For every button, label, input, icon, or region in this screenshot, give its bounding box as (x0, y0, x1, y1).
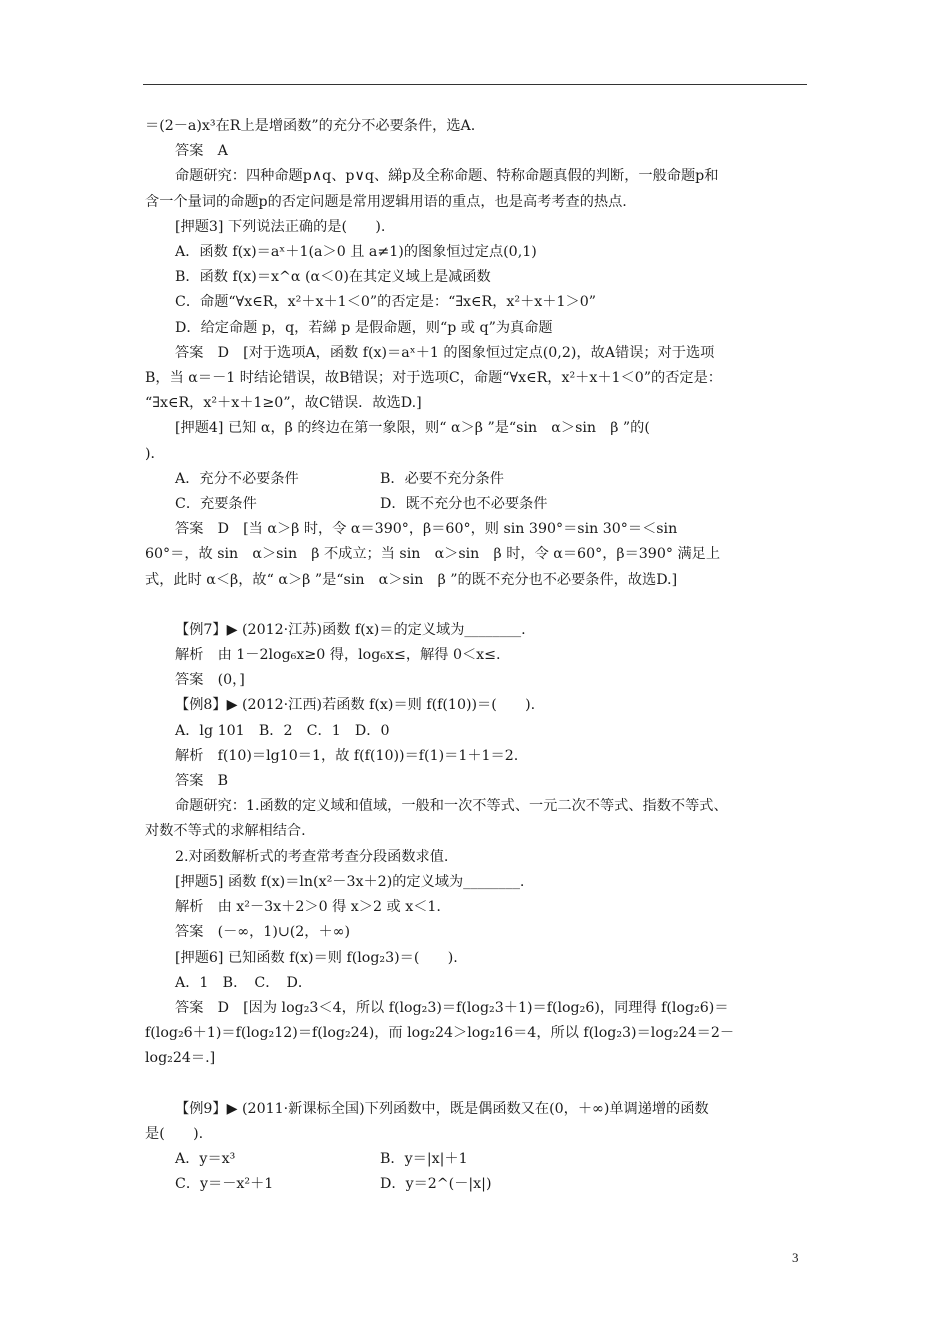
text-line: )． (145, 445, 165, 462)
text-line: [押题5] 函数 f(x)＝ln(x²－3x＋2)的定义域为________. (175, 873, 525, 890)
choice-option: D．y＝2^(－|x|) (380, 1176, 492, 1193)
text-line: B．函数 f(x)＝x^α (α＜0)在其定义域上是减函数 (175, 269, 491, 286)
text-line: 解析 由 x²－3x＋2＞0 得 x＞2 或 x＜1. (175, 899, 441, 916)
text-line: A．lg 101 B．2 C．1 D．0 (175, 722, 390, 739)
text-line: 对数不等式的求解相结合. (145, 823, 306, 840)
choice-option: C．充要条件 (175, 496, 257, 513)
text-line: ＝(2－a)x³在R上是增函数”的充分不必要条件，选A. (145, 118, 476, 134)
text-line (145, 492, 807, 517)
text-line: 解析 f(10)＝lg10＝1，故 f(f(10))＝f(1)＝1＋1＝2. (175, 747, 519, 764)
text-line: 答案 D [对于选项A，函数 f(x)＝aˣ＋1 的图象恒过定点(0,2)，故A错误；对于选项 (175, 344, 715, 361)
text-line: log₂24＝.] (145, 1050, 216, 1067)
text-line: B，当 α＝－1 时结论错误，故B错误；对于选项C，命题“∀x∈R，x²＋x＋1＜0”的否定是： (145, 370, 722, 387)
choice-option: D．既不充分也不必要条件 (380, 496, 548, 513)
text-line: 2.对函数解析式的考查常考查分段函数求值. (175, 848, 449, 865)
page-number: 3 (792, 1250, 799, 1265)
text-line: C．命题“∀x∈R，x²＋x＋1＜0”的否定是：“∃x∈R，x²＋x＋1＞0” (175, 294, 596, 311)
text-line: 含一个量词的命题p的否定问题是常用逻辑用语的重点，也是高考考查的热点. (145, 193, 627, 210)
choice-option: A．y＝x³ (175, 1150, 236, 1167)
text-line: 是( ). (145, 1125, 204, 1142)
text-line: 【例9】▶ (2011·新课标全国)下列函数中，既是偶函数又在(0，＋∞)单调递增的函数 (175, 1100, 709, 1117)
text-line: 解析 由 1－2log₆x≥0 得，log₆x≤，解得 0＜x≤. (175, 647, 501, 664)
text-line: [押题3] 下列说法正确的是( ). (175, 218, 386, 235)
text-line: 答案 D [当 α＞β 时，令 α＝390°，β＝60°，则 sin 390°＝sin 30°＝＜sin (175, 521, 678, 538)
choice-option: B．必要不充分条件 (380, 470, 504, 487)
text-line: 【例7】▶ (2012·江苏)函数 f(x)＝的定义域为________. (175, 621, 526, 638)
paragraph-gap (145, 1072, 807, 1097)
text-line: 答案 (0，] (175, 672, 245, 689)
text-line: 答案 B (175, 773, 228, 790)
choice-option: B．y＝|x|＋1 (380, 1150, 468, 1167)
text-line (145, 467, 807, 492)
text-line: 60°＝，故 sin α＞sin β 不成立；当 sin α＞sin β 时，令 α＝60°，β＝390° 满足上 (145, 546, 721, 563)
text-line: f(log₂6＋1)＝f(log₂12)＝f(log₂24)，而 log₂24＞log₂16＝4，所以 f(log₂3)＝log₂24＝2－ (145, 1025, 735, 1042)
choice-option: A．充分不必要条件 (175, 470, 299, 487)
header-rule (143, 84, 807, 85)
text-line: D．给定命题 p，q，若綈 p 是假命题，则“p 或 q”为真命题 (175, 319, 553, 336)
document-body (145, 114, 807, 1197)
text-line: 【例8】▶ (2012·江西)若函数 f(x)＝则 f(f(10))＝( ). (175, 697, 536, 714)
text-line: “∃x∈R，x²＋x＋1≥0”，故C错误．故选D.] (145, 395, 422, 412)
text-line: 答案 D [因为 log₂3＜4，所以 f(log₂3)＝f(log₂3＋1)＝f(log₂6)，同理得 f(log₂6)＝ (175, 999, 729, 1016)
text-line: 命题研究：四种命题p∧q、p∨q、綈p及全称命题、特称命题真假的判断，一般命题p和 (175, 168, 719, 185)
text-line: [押题4] 已知 α，β 的终边在第一象限，则“ α＞β ”是“sin α＞sin β ”的( (175, 420, 650, 437)
text-line (145, 1172, 807, 1197)
choice-option: C．y＝－x²＋1 (175, 1176, 274, 1193)
text-line: 答案 (－∞，1)∪(2，＋∞) (175, 924, 351, 941)
text-line: [押题6] 已知函数 f(x)＝则 f(log₂3)＝( ). (175, 949, 458, 966)
paragraph-gap (145, 593, 807, 618)
text-line: 命题研究：1.函数的定义域和值域，一般和一次不等式、一元二次不等式、指数不等式、 (175, 798, 728, 815)
text-line: 答案 A (175, 143, 228, 160)
text-line: A．函数 f(x)＝aˣ＋1(a＞0 且 a≠1)的图象恒过定点(0,1) (175, 244, 537, 261)
text-line (145, 1147, 807, 1172)
text-line: A．1 B． C． D． (175, 974, 313, 991)
text-line: 式，此时 α＜β，故“ α＞β ”是“sin α＞sin β ”的既不充分也不必要条件，故选D.] (145, 571, 678, 588)
